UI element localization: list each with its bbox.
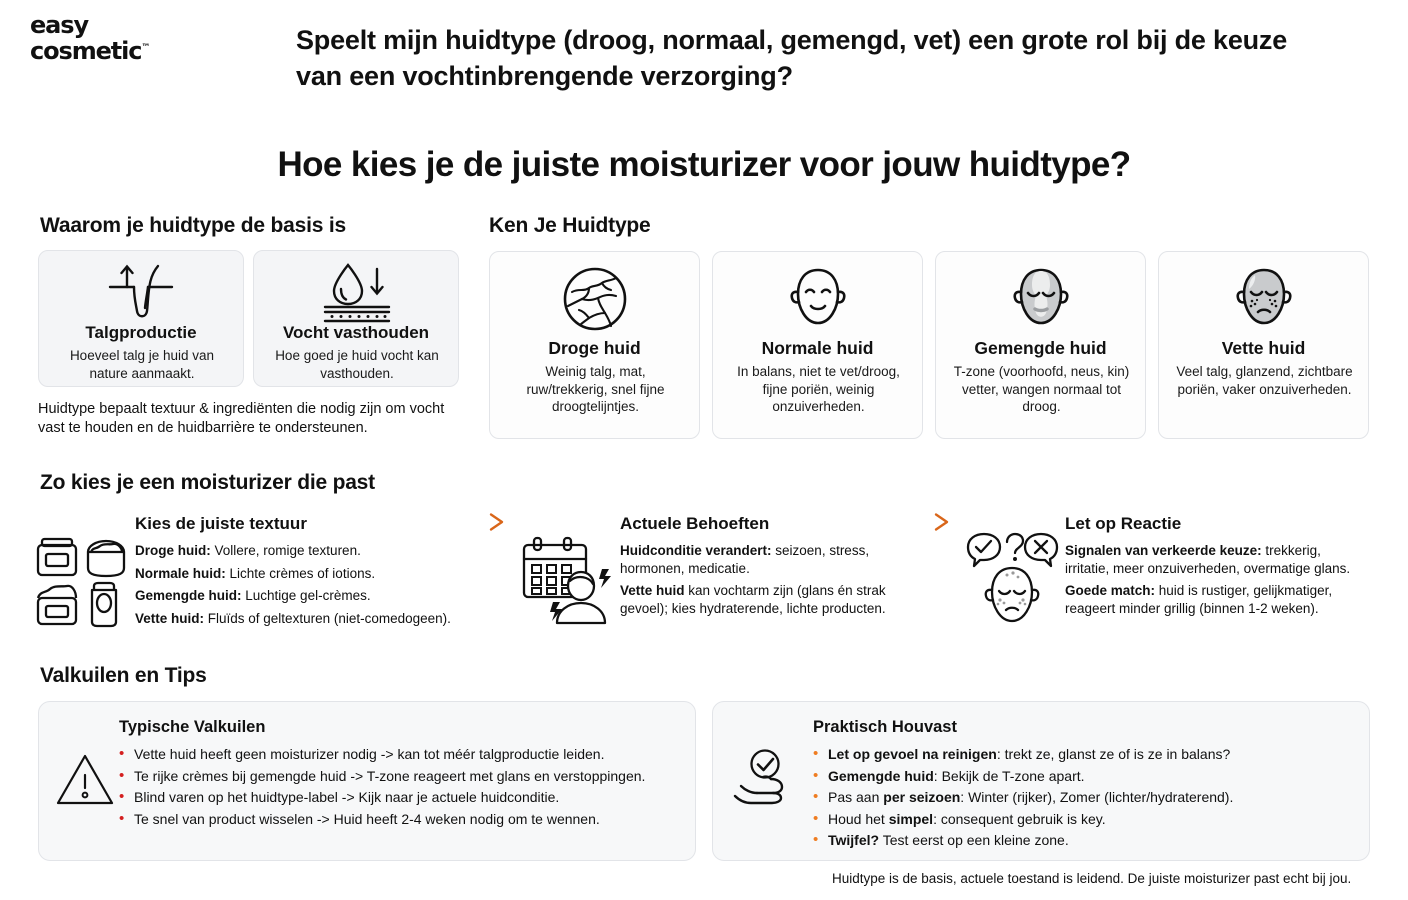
pitfalls-left-title: Typische Valkuilen [119,718,266,736]
list-item-rest: : Winter (rijker), Zomer (lichter/hydraterend). [960,789,1234,805]
hair-follicle-sebum-icon [39,261,243,323]
list-item [813,809,1358,831]
list-item-bold: simpel [888,810,934,827]
step-line-bold: Vette huid [620,583,685,599]
basis-card-title: Talgproductie [85,323,197,342]
list-item-pre: Houd het [828,810,889,827]
skintype-card-sub: Veel talg, glanzend, zichtbare poriën, vaker onzuiverheden. [1176,364,1353,397]
step-line-bold: Vette huid: [135,610,205,626]
skintype-card-title: Gemengde huid [974,338,1107,358]
list-item: • Vette huid heeft geen moisturizer nodig -> kan tot méér talgproductie leiden. [119,744,689,766]
brand-logo-line2: cosmetic™ [30,37,151,65]
skintype-card-gemengde-huid [935,251,1146,439]
skintype-card-title: Droge huid [548,338,641,358]
list-item: • Te snel van product wisselen -> Huid heeft 2-4 weken nodig om te wennen. [119,809,689,831]
brand-logo [30,11,210,65]
section-heading-basis: Waarom je huidtype de basis is [40,214,346,237]
step-body-behoeften [620,542,930,622]
step-line-rest: Vollere, romige texturen. [210,543,361,558]
footer-note: Huidtype is de basis, actuele toestand is leidend. De juiste moisturizer past echt bij jou. [832,871,1352,886]
pitfalls-right-title: Praktisch Houvast [813,718,957,736]
list-item-bold: Gemengde huid [828,767,934,784]
list-item-bold: per seizoen [883,789,961,805]
water-drop-skin-icon [254,261,458,323]
step-line-bold: Normale huid: [135,565,226,581]
skintype-card-title: Normale huid [761,338,874,358]
step-line-rest: Luchtige gel-crèmes. [241,588,371,604]
list-item-rest: : Bekijk de T-zone apart. [933,767,1085,784]
list-item [813,744,1358,766]
skintype-card-normale-huid [712,251,923,439]
oily-face-icon [1159,266,1368,332]
basis-note: Huidtype bepaalt textuur & ingrediënten die nodig zijn om vocht vast te houden en de huidbarrière te ondersteunen. [38,401,445,436]
pitfalls-right-list [813,744,1358,852]
skintype-card-vette-huid [1158,251,1369,439]
list-item-bold: Let op gevoel na reinigen [828,746,997,762]
step-line-rest: Fluïds of geltexturen (niet-comedogeen). [204,610,451,626]
reaction-face-icon [963,530,1061,625]
step-body-textuur [135,542,505,632]
step-line-rest: trekkerig, irritatie, meer onzuiverheden, overmatige glans. [1065,543,1351,576]
brand-logo-line1: easy [30,11,89,39]
section-heading-skintypes: Ken Je Huidtype [489,214,651,237]
cream-jars-tube-icon [34,536,130,628]
trademark-symbol: ™ [141,43,151,53]
step-line-bold: Goede match: [1065,583,1156,599]
step-line-rest: seizoen, stress, hormonen, medicatie. [620,543,870,576]
step-body-reactie [1065,542,1365,622]
basis-card-talgproductie [38,250,244,387]
list-item: • Te rijke crèmes bij gemengde huid -> T-zone reageert met glans en verstoppingen. [119,766,689,788]
list-item [813,830,1358,852]
list-item [813,766,1358,788]
step-line-rest: kan vochtarm zijn (glans én strak gevoel); kies hydraterende, lichte producten. [620,583,886,616]
step-line-bold: Huidconditie verandert: [620,543,772,558]
step-arrow-1-icon [325,512,510,532]
basis-card-sub: Hoeveel talg je huid van nature aanmaakt. [69,348,215,381]
skintype-card-sub: T-zone (voorhoofd, neus, kin) vetter, wangen normaal tot droog. [953,364,1130,414]
calendar-person-icon [518,532,616,624]
skintype-card-sub: In balans, niet te vet/droog, fijne poriën, weinig onzuiverheden. [737,364,900,414]
step-title-behoeften: Actuele Behoeften [620,514,770,533]
step-title-reactie: Let op Reactie [1065,514,1182,533]
basis-card-sub: Hoe goed je huid vocht kan vasthouden. [275,348,439,381]
list-item-pre: Pas aan [828,789,884,805]
step-line-rest: huid is rustiger, gelijkmatiger, reageert minder grillig (binnen 1-2 weken). [1065,583,1333,616]
skintype-card-droge-huid [489,251,700,439]
warning-triangle-icon [54,751,116,809]
list-item-rest: : consequent gebruik is key. [933,810,1106,827]
section-heading-pitfalls: Valkuilen en Tips [40,664,207,687]
step-line-bold: Signalen van verkeerde keuze: [1065,543,1262,558]
section-heading-choose: Zo kies je een moisturizer die past [40,471,375,494]
list-item-bold: Twijfel? [828,832,880,848]
step-arrow-2-icon [795,512,955,532]
combination-face-icon [936,266,1145,332]
skintype-card-title: Vette huid [1221,338,1306,358]
list-item-rest: : trekt ze, glanst ze of is ze in balans? [996,746,1231,762]
check-hand-icon [731,748,803,814]
cracked-skin-icon [490,266,699,332]
basis-card-title: Vocht vasthouden [282,323,430,342]
list-item [813,787,1358,809]
pitfalls-left-list [119,744,689,830]
step-title-textuur: Kies de juiste textuur [135,514,307,533]
basis-card-vocht-vasthouden [253,250,459,387]
step-line-rest: Lichte crèmes of iotions. [225,565,376,581]
smiling-face-icon [713,266,922,332]
page-title: Hoe kies je de juiste moisturizer voor jouw huidtype? [277,145,1131,184]
step-line-bold: Gemengde huid: [135,588,242,604]
header-question: Speelt mijn huidtype (droog, normaal, gemengd, vet) een grote rol bij de keuze van een vochtinbrengende verzorging? [296,25,1288,91]
list-item: • Blind varen op het huidtype-label -> Kijk naar je actuele huidconditie. [119,787,689,809]
step-line-bold: Droge huid: [135,543,211,558]
list-item-rest: Test eerst op een kleine zone. [879,832,1069,848]
skintype-card-sub: Weinig talg, mat, ruw/trekkerig, snel fijne droogtelijntjes. [526,364,665,414]
